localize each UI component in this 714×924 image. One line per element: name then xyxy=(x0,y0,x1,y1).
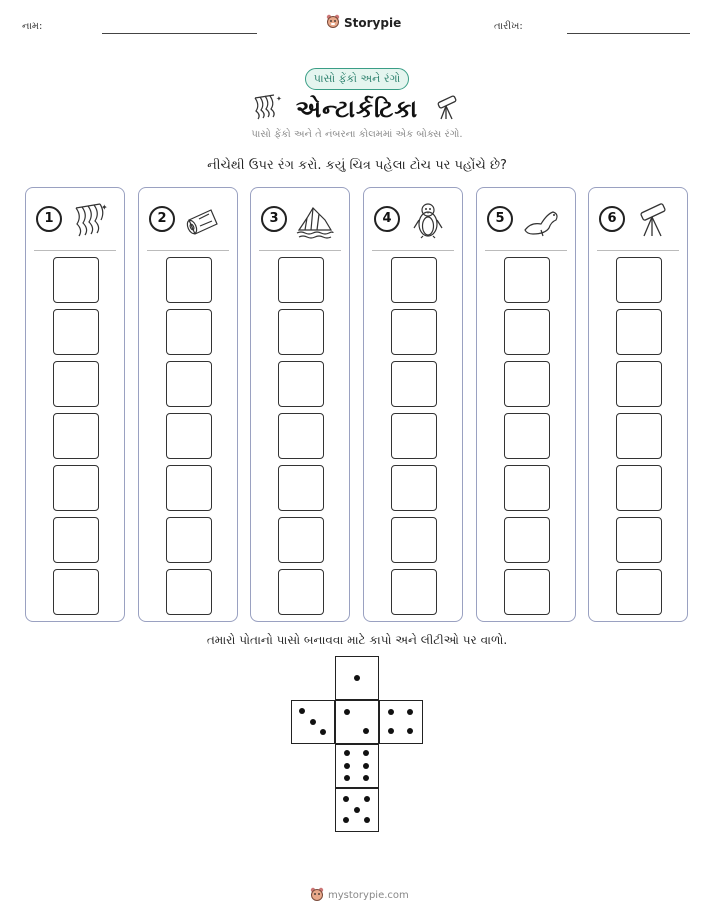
column-divider xyxy=(259,250,341,251)
die-face-6 xyxy=(335,744,379,788)
die-pip xyxy=(363,775,369,781)
column-divider xyxy=(147,250,229,251)
color-box[interactable] xyxy=(616,309,662,355)
column-divider xyxy=(372,250,454,251)
subtitle: પાસો ફેંકો અને તે નંબરના કોલમમાં એક બોક્સ રંગો. xyxy=(251,129,463,140)
column-number: 6 xyxy=(599,206,625,232)
die-pip xyxy=(407,709,413,715)
color-box[interactable] xyxy=(504,361,550,407)
die-pip xyxy=(310,719,316,725)
color-box[interactable] xyxy=(391,517,437,563)
name-label: નામ: xyxy=(22,21,43,32)
color-box[interactable] xyxy=(616,465,662,511)
die-pip xyxy=(320,729,326,735)
footer xyxy=(310,887,409,904)
die-face-4 xyxy=(379,700,423,744)
color-box[interactable] xyxy=(53,517,99,563)
question: નીચેથી ઉપર રંગ કરો. કયું ચિત્ર પહેલા ટોચ પર પહોંચે છે? xyxy=(207,158,507,173)
name-line[interactable] xyxy=(102,33,257,34)
die-pip xyxy=(344,763,350,769)
color-box[interactable] xyxy=(278,465,324,511)
column-number: 3 xyxy=(261,206,287,232)
column-2 xyxy=(138,187,238,622)
telescope-icon xyxy=(432,93,462,125)
die-face-1 xyxy=(335,656,379,700)
die-pip xyxy=(388,728,394,734)
die-pip xyxy=(364,796,370,802)
die-face-3 xyxy=(291,700,335,744)
die-pip xyxy=(299,708,305,714)
color-box[interactable] xyxy=(278,413,324,459)
die-pip xyxy=(407,728,413,734)
column-5 xyxy=(476,187,576,622)
die-pip xyxy=(354,807,360,813)
glacier-icon xyxy=(70,200,110,240)
color-box[interactable] xyxy=(166,361,212,407)
color-box[interactable] xyxy=(391,413,437,459)
color-box[interactable] xyxy=(53,309,99,355)
die-pip xyxy=(388,709,394,715)
column-divider xyxy=(485,250,567,251)
die-pip xyxy=(354,675,360,681)
column-header xyxy=(26,200,124,240)
die-face-2 xyxy=(335,700,379,744)
date-label: તારીખ: xyxy=(494,21,523,32)
column-header xyxy=(589,200,687,240)
brand-name: Storypie xyxy=(344,15,402,30)
bear-mascot-icon xyxy=(310,887,324,904)
color-box[interactable] xyxy=(53,413,99,459)
column-6 xyxy=(588,187,688,622)
column-number: 5 xyxy=(487,206,513,232)
color-box[interactable] xyxy=(616,361,662,407)
bear-mascot-icon xyxy=(326,14,340,31)
die-pip xyxy=(344,775,350,781)
color-box[interactable] xyxy=(53,569,99,615)
column-header xyxy=(139,200,237,240)
telescope-icon xyxy=(633,200,673,240)
die-pip xyxy=(344,709,350,715)
die-pip xyxy=(343,817,349,823)
color-box[interactable] xyxy=(504,257,550,303)
column-3 xyxy=(250,187,350,622)
page-title: એન્ટાર્કટિકા xyxy=(295,95,419,123)
svg-text:✦: ✦ xyxy=(275,95,282,103)
color-box[interactable] xyxy=(504,465,550,511)
color-box[interactable] xyxy=(504,309,550,355)
color-box[interactable] xyxy=(504,517,550,563)
column-number: 4 xyxy=(374,206,400,232)
brand-logo xyxy=(326,14,401,31)
column-number: 1 xyxy=(36,206,62,232)
color-box[interactable] xyxy=(166,257,212,303)
color-box[interactable] xyxy=(278,309,324,355)
column-divider xyxy=(597,250,679,251)
color-box[interactable] xyxy=(166,309,212,355)
column-header xyxy=(364,200,462,240)
die-pip xyxy=(363,750,369,756)
penguin-icon xyxy=(408,200,448,240)
color-box[interactable] xyxy=(391,465,437,511)
color-box[interactable] xyxy=(504,569,550,615)
die-pip xyxy=(363,763,369,769)
color-box[interactable] xyxy=(166,413,212,459)
color-box[interactable] xyxy=(616,517,662,563)
color-box[interactable] xyxy=(166,517,212,563)
color-box[interactable] xyxy=(53,257,99,303)
color-box[interactable] xyxy=(278,569,324,615)
date-line[interactable] xyxy=(567,33,690,34)
color-box[interactable] xyxy=(391,361,437,407)
color-box[interactable] xyxy=(391,569,437,615)
dice-instruction: તમારો પોતાનો પાસો બનાવવા માટે કાપો અને લીટીઓ પર વાળો. xyxy=(206,633,508,647)
color-box[interactable] xyxy=(616,413,662,459)
glacier-icon xyxy=(252,93,282,125)
color-box[interactable] xyxy=(53,465,99,511)
column-divider xyxy=(34,250,116,251)
die-face-5 xyxy=(335,788,379,832)
svg-text:✦: ✦ xyxy=(101,203,108,212)
column-number: 2 xyxy=(149,206,175,232)
color-box[interactable] xyxy=(616,257,662,303)
color-box[interactable] xyxy=(504,413,550,459)
column-4 xyxy=(363,187,463,622)
color-box[interactable] xyxy=(278,361,324,407)
die-pip xyxy=(344,750,350,756)
color-box[interactable] xyxy=(166,569,212,615)
color-box[interactable] xyxy=(53,361,99,407)
color-box[interactable] xyxy=(391,309,437,355)
color-box[interactable] xyxy=(391,257,437,303)
color-box[interactable] xyxy=(278,517,324,563)
iceberg-icon xyxy=(295,200,335,240)
color-box[interactable] xyxy=(166,465,212,511)
seal-icon xyxy=(521,200,561,240)
activity-tag: પાસો ફેંકો અને રંગો xyxy=(305,68,410,90)
column-1 xyxy=(25,187,125,622)
color-box[interactable] xyxy=(278,257,324,303)
die-pip xyxy=(363,728,369,734)
log-icon xyxy=(183,200,223,240)
footer-url: mystorypie.com xyxy=(328,890,409,901)
column-header xyxy=(251,200,349,240)
column-header xyxy=(477,200,575,240)
die-pip xyxy=(364,817,370,823)
color-box[interactable] xyxy=(616,569,662,615)
die-pip xyxy=(343,796,349,802)
